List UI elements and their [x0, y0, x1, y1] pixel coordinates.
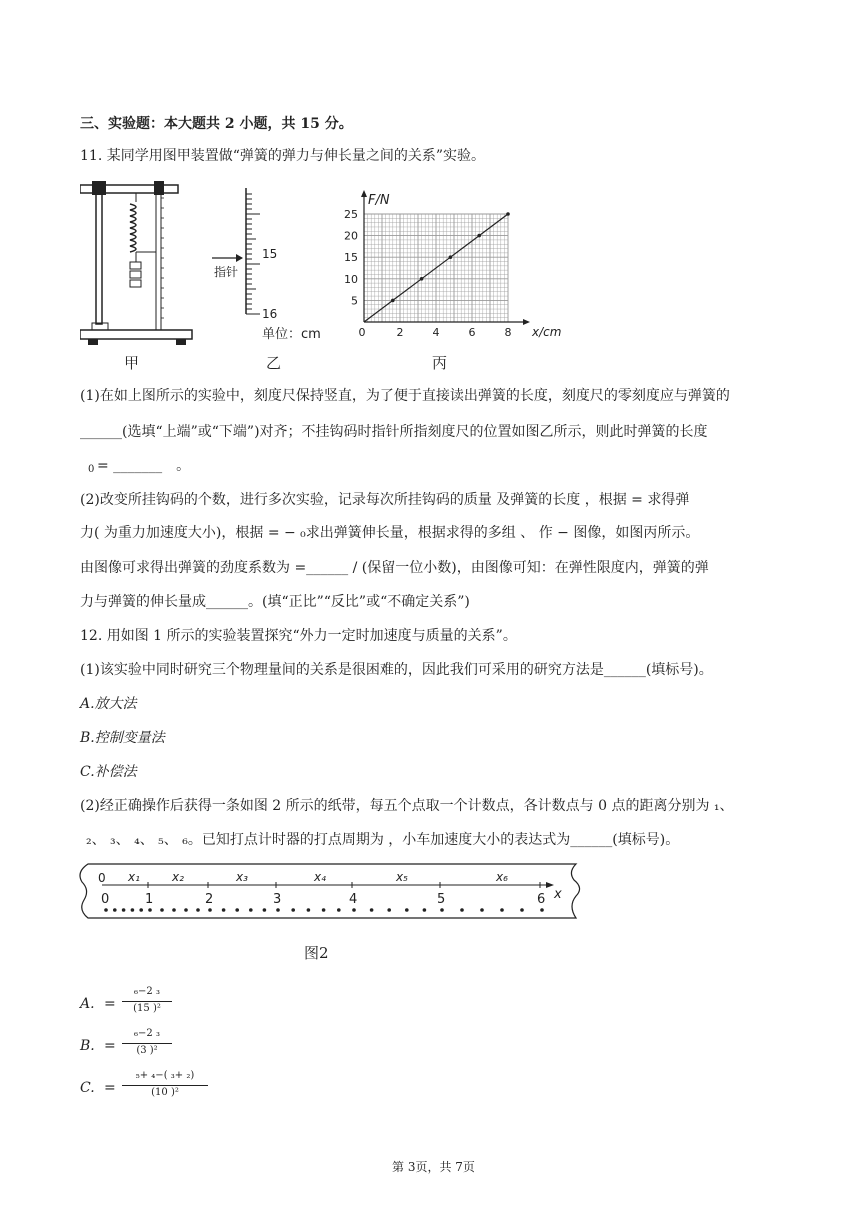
figure-yi-label: 乙	[266, 354, 282, 372]
q11-p2-line4: 力与弹簧的伸长量成______。(填“正比”“反比”或“不确定关系”)	[80, 594, 470, 610]
answer-numerator: ₆−2 ₃	[134, 986, 160, 997]
figure-yi-ruler	[212, 186, 342, 346]
tape-dot	[184, 908, 188, 912]
answer-numerator: ₆−2 ₃	[134, 1028, 160, 1039]
figure-2-paper-tape	[76, 860, 586, 930]
fraction-bar	[122, 1043, 172, 1044]
q12-option-b: B.控制变量法	[80, 730, 165, 746]
tape-count-label: 0	[101, 892, 110, 907]
figure-jia-apparatus	[80, 178, 200, 350]
y-tick-label: 10	[344, 272, 358, 286]
q11-p2-line2: 力( 为重力加速度大小)，根据 = − ₀求出弹簧伸长量，根据求得的多组 、 作 − 图像，如图丙所示。	[80, 525, 700, 541]
tape-dot	[196, 908, 200, 912]
tape-count-label: 1	[145, 892, 154, 907]
tape-dot	[148, 908, 152, 912]
tape-axis-arrow	[546, 882, 554, 888]
tape-x-label: x₁	[128, 870, 140, 884]
tape-dot	[352, 908, 356, 912]
tape-dot	[263, 908, 267, 912]
q12-p2-line1: (2)经正确操作后获得一条如图 2 所示的纸带，每五个点取一个计数点，各计数点与 0 点的距离分别为 ₁、	[80, 798, 734, 814]
q12-option-a: A.放大法	[80, 696, 137, 712]
answer-numerator: ₅+ ₄−( ₃+ ₂)	[135, 1070, 195, 1081]
q11-p1-line2: ______(选填“上端”或“下端”)对齐；不挂钩码时指针所指刻度尺的位置如图乙所示，则此时弹簧的长度	[80, 424, 708, 440]
tape-dot	[104, 908, 108, 912]
x-tick-label: 6	[468, 326, 476, 339]
fraction-bar	[122, 1085, 208, 1086]
tape-dot	[235, 908, 239, 912]
tape-dot	[172, 908, 176, 912]
tape-x-label: x₂	[172, 870, 184, 884]
tape-dot	[249, 908, 253, 912]
tape-count-label: 5	[437, 892, 446, 907]
tape-dot	[440, 908, 444, 912]
ruler-unit: 单位：cm	[262, 327, 321, 342]
q12-option-c: C.补偿法	[80, 764, 137, 780]
tape-dot	[208, 908, 212, 912]
tape-dot	[139, 908, 143, 912]
tape-count-label: 3	[273, 892, 282, 907]
data-point	[391, 299, 395, 303]
x-tick-label: 4	[432, 326, 440, 339]
data-point	[506, 212, 510, 216]
y-tick-label: 15	[344, 251, 358, 265]
tape-count-label: 2	[205, 892, 214, 907]
q12-p2-line2: ₂、 ₃、 ₄、 ₅、 ₆。已知打点计时器的打点周期为 ，小车加速度大小的表达式为______(填标号)。	[86, 832, 680, 848]
answer-denominator: (3 )²	[136, 1045, 158, 1056]
tape-dot	[405, 908, 409, 912]
tape-dot	[113, 908, 117, 912]
tape-dot	[520, 908, 524, 912]
data-point	[477, 234, 481, 238]
x-axis-label: x/cm	[532, 325, 562, 339]
x-tick-label: 2	[396, 326, 404, 339]
tape-dot	[131, 908, 135, 912]
figure-jia-label: 甲	[124, 354, 140, 372]
answer-equals: =	[104, 1080, 116, 1096]
answer-label: C.	[80, 1080, 95, 1096]
x-tick-label: 0	[358, 326, 366, 339]
data-point	[420, 277, 424, 281]
tape-dot	[276, 908, 280, 912]
tape-x-label: x₅	[396, 870, 408, 884]
answer-denominator: (10 )²	[151, 1087, 179, 1098]
y-axis-arrow	[361, 190, 367, 197]
q11-p2-line1: (2)改变所挂钩码的个数，进行多次实验，记录每次所挂钩码的质量 及弹簧的长度 ，根据 = 求得弹	[80, 492, 690, 508]
tape-dot	[540, 908, 544, 912]
answer-equals: =	[104, 996, 116, 1012]
figure-bing-label: 丙	[432, 354, 448, 372]
tape-x-label: x₃	[236, 870, 248, 884]
q12-p1: (1)该实验中同时研究三个物理量间的关系是很困难的，因此我们可采用的研究方法是______(填标号)。	[80, 662, 713, 678]
page-footer: 第 3页，共 7页	[392, 1160, 475, 1174]
tape-dot	[322, 908, 326, 912]
figure-2-caption: 图2	[304, 944, 329, 962]
tape-x-label: x₄	[314, 870, 326, 884]
ruler-tick-16: 16	[262, 307, 278, 321]
y-tick-label: 5	[351, 294, 358, 308]
answer-denominator: (15 )²	[133, 1003, 161, 1014]
section-title: 三、实验题：本大题共 2 小题，共 15 分。	[80, 116, 353, 132]
tape-dot	[387, 908, 391, 912]
q11-stem: 11. 某同学用图甲装置做“弹簧的弹力与伸长量之间的关系”实验。	[80, 148, 486, 164]
figure-bing-graph	[336, 182, 576, 342]
tape-dot	[122, 908, 126, 912]
answer-label: B.	[80, 1038, 95, 1054]
ruler-tick-15: 15	[262, 247, 278, 261]
tape-dot	[160, 908, 164, 912]
data-point	[449, 255, 453, 259]
tape-count-label: 4	[349, 892, 358, 907]
tape-dot	[222, 908, 226, 912]
tape-dot	[370, 908, 374, 912]
y-tick-label: 25	[344, 208, 358, 221]
tape-dot	[337, 908, 341, 912]
y-tick-label: 20	[344, 229, 358, 243]
q11-p2-line3: 由图像可求得出弹簧的劲度系数为 =______ / (保留一位小数)，由图像可知：在弹性限度内，弹簧的弹	[80, 560, 709, 576]
tape-dot	[480, 908, 484, 912]
q11-p1-line3: = _______ 。	[97, 458, 191, 474]
tape-dot	[460, 908, 464, 912]
tape-dot	[291, 908, 295, 912]
q11-p1-line3-sub: 0	[88, 464, 95, 475]
tape-dot	[307, 908, 311, 912]
tape-x-label: x₆	[496, 870, 508, 884]
tape-count-label: 6	[537, 892, 546, 907]
fraction-bar	[122, 1001, 172, 1002]
tape-dot	[423, 908, 427, 912]
x-axis-arrow	[523, 319, 530, 325]
tape-top-zero: 0	[98, 871, 106, 885]
x-tick-label: 8	[504, 326, 512, 339]
answer-label: A.	[80, 996, 95, 1012]
tape-dot	[500, 908, 504, 912]
y-axis-label: F/N	[368, 193, 390, 208]
pointer-label: 指针	[214, 265, 239, 279]
tape-axis-label: x	[554, 887, 562, 902]
q12-stem: 12. 用如图 1 所示的实验装置探究“外力一定时加速度与质量的关系”。	[80, 628, 517, 644]
answer-equals: =	[104, 1038, 116, 1054]
q11-p1-line1: (1)在如上图所示的实验中，刻度尺保持竖直，为了便于直接读出弹簧的长度，刻度尺的零刻度应与弹簧的	[80, 388, 730, 404]
